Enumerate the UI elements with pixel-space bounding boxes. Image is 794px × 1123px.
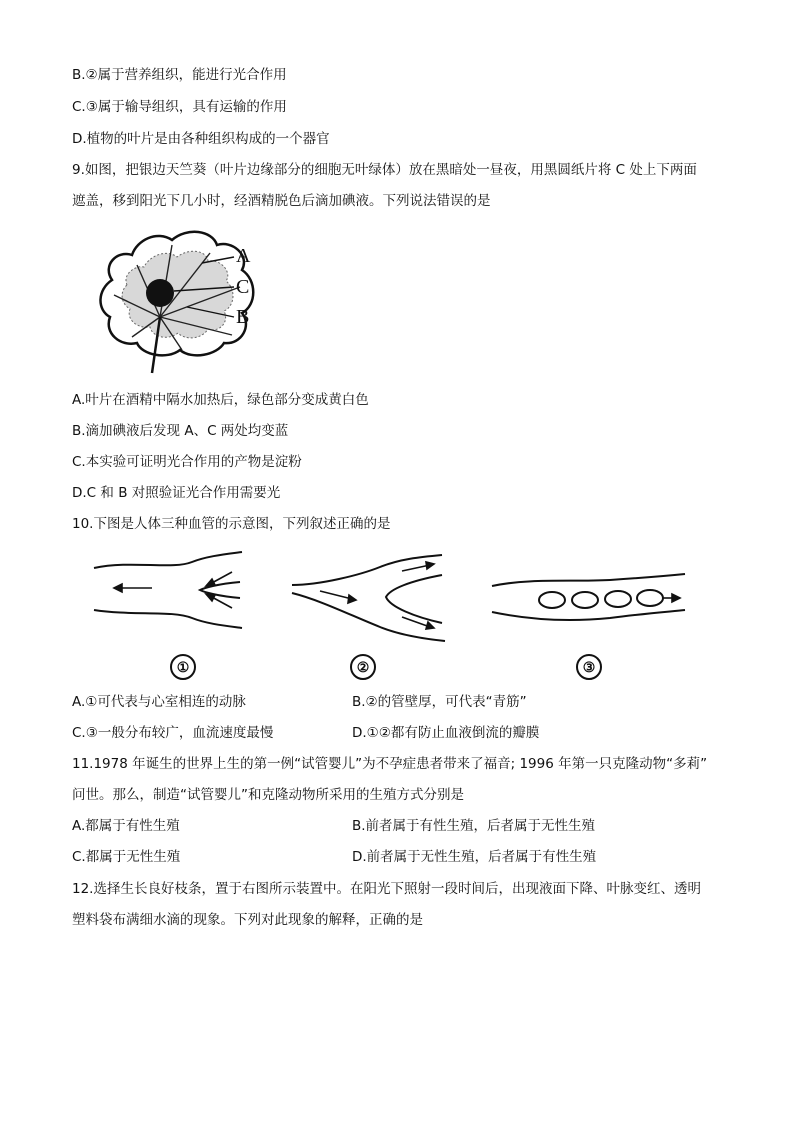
q11-option-b: B.前者属于有性生殖，后者属于无性生殖 [352, 818, 596, 834]
label-c: C [236, 276, 250, 298]
q11-option-d: D.前者属于无性生殖，后者属于有性生殖 [352, 849, 597, 865]
q11-stem-line2: 问世。那么，制造“试管婴儿”和克隆动物所采用的生殖方式分别是 [72, 787, 464, 803]
vessel-figure-1 [92, 550, 252, 630]
q9-stem-line2: 遮盖，移到阳光下几小时，经酒精脱色后滴加碘液。下列说法错误的是 [72, 193, 491, 209]
q8-option-b: B.②属于营养组织，能进行光合作用 [72, 67, 287, 83]
q9-option-b: B.滴加碘液后发现 A、C 两处均变蓝 [72, 423, 289, 439]
q9-option-a: A.叶片在酒精中隔水加热后，绿色部分变成黄白色 [72, 392, 369, 408]
q9-option-c: C.本实验可证明光合作用的产物是淀粉 [72, 454, 302, 470]
q9-stem-line1: 9.如图，把银边天竺葵（叶片边缘部分的细胞无叶绿体）放在黑暗处一昼夜，用黑圆纸片将 C 处上下两面 [72, 162, 697, 178]
label-b: B [236, 306, 250, 328]
label-a: A [236, 245, 251, 267]
q12-stem-line2: 塑料袋布满细水滴的现象。下列对此现象的解释，正确的是 [72, 912, 423, 928]
leaf-figure [92, 225, 292, 375]
vessel-figure-3 [490, 568, 690, 638]
q10-stem: 10.下图是人体三种血管的示意图，下列叙述正确的是 [72, 516, 391, 532]
q8-option-c: C.③属于输导组织，具有运输的作用 [72, 99, 287, 115]
fig-label-2: ② [350, 654, 376, 680]
fig-label-1: ① [170, 654, 196, 680]
q11-option-a: A.都属于有性生殖 [72, 818, 180, 834]
q8-option-d: D.植物的叶片是由各种组织构成的一个器官 [72, 131, 330, 147]
q10-option-d: D.①②都有防止血液倒流的瓣膜 [352, 725, 540, 741]
vessel-figure-2 [290, 555, 450, 645]
fig-label-3: ③ [576, 654, 602, 680]
q11-stem-line1: 11.1978 年诞生的世界上生的第一例“试管婴儿”为不孕症患者带来了福音; 1996 年第一只克隆动物“多莉” [72, 756, 708, 772]
q9-option-d: D.C 和 B 对照验证光合作用需要光 [72, 485, 281, 501]
q10-option-a: A.①可代表与心室相连的动脉 [72, 694, 246, 710]
q12-stem-line1: 12.选择生长良好枝条，置于右图所示装置中。在阳光下照射一段时间后，出现液面下降、叶脉变红、透明 [72, 881, 701, 897]
q10-option-b: B.②的管壁厚，可代表“青筋” [352, 694, 527, 710]
q11-option-c: C.都属于无性生殖 [72, 849, 181, 865]
q10-option-c: C.③一般分布较广，血流速度最慢 [72, 725, 274, 741]
